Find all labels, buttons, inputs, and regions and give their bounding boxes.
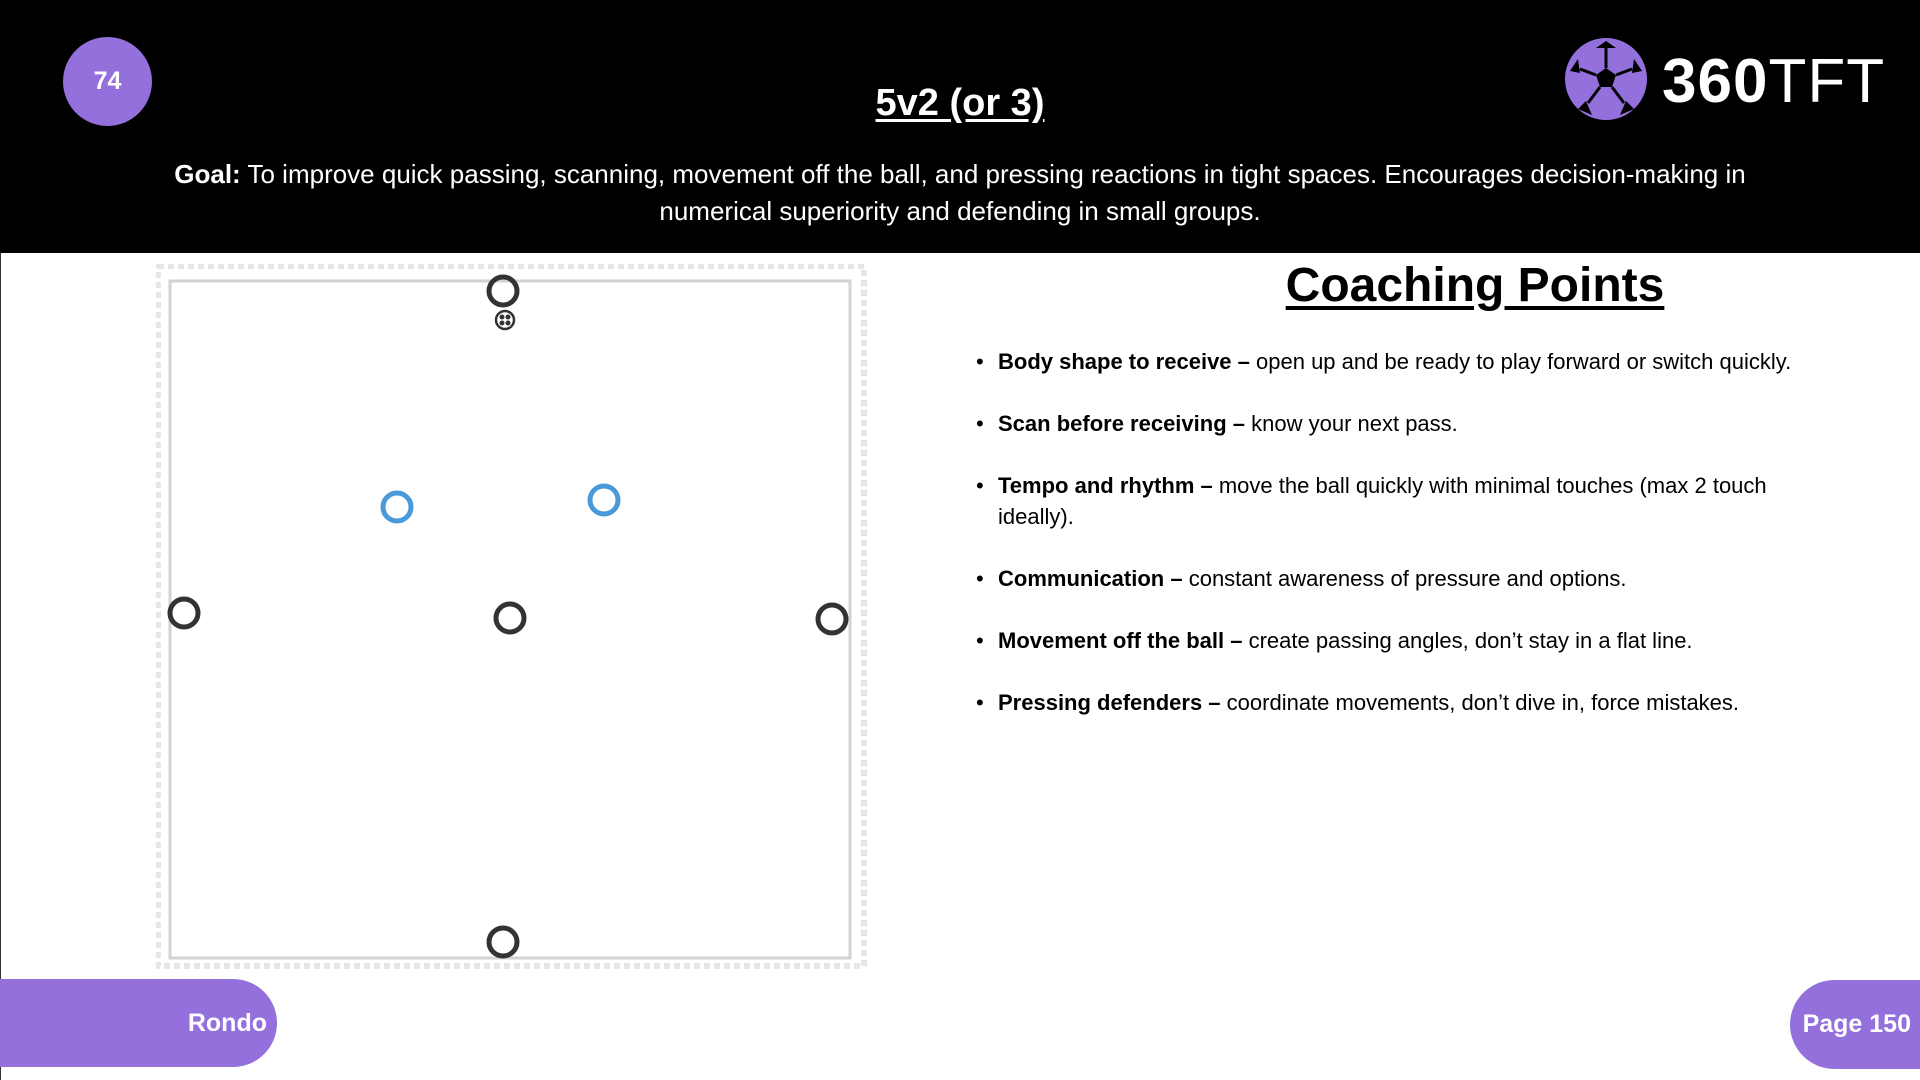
coaching-points-title: Coaching Points — [1285, 259, 1665, 312]
list-item — [976, 408, 1796, 439]
list-item — [976, 687, 1796, 718]
goal-label: Goal: — [174, 159, 241, 189]
coaching-point-text: open up and be ready to play forward or switch quickly. — [1256, 349, 1792, 374]
header-band — [0, 0, 1920, 253]
coaching-points-list — [976, 346, 1796, 749]
list-item — [976, 346, 1796, 377]
brand-logo — [1562, 37, 1885, 125]
bullet-icon: • — [976, 566, 984, 591]
brand-wordmark — [1662, 46, 1885, 117]
page-number-tab: Page 150 — [1790, 980, 1920, 1069]
coaching-point-text: coordinate movements, don’t dive in, force mistakes. — [1226, 690, 1740, 715]
page-left-border — [0, 253, 1, 1080]
list-item — [976, 625, 1796, 656]
soccer-ball-icon — [1562, 35, 1650, 128]
coaching-point-label: Communication – — [998, 566, 1183, 591]
drill-number-badge: 74 — [63, 37, 152, 126]
brand-wordmark-bold: 360 — [1662, 46, 1769, 116]
coaching-point-text: create passing angles, don’t stay in a flat line. — [1248, 628, 1693, 653]
drill-title: 5v2 (or 3) — [875, 82, 1045, 124]
bullet-icon: • — [976, 411, 984, 436]
coaching-point-label: Movement off the ball – — [998, 628, 1243, 653]
drill-diagram — [156, 264, 868, 970]
list-item — [976, 470, 1796, 532]
brand-wordmark-light: TFT — [1768, 46, 1886, 116]
soccer-ball-icon — [496, 311, 514, 329]
coaching-point-label: Tempo and rhythm – — [998, 473, 1213, 498]
coaching-point-text: constant awareness of pressure and options. — [1188, 566, 1627, 591]
coaching-point-text: move the ball quickly with minimal touches (max 2 touch ideally). — [998, 473, 1767, 529]
coaching-point-label: Body shape to receive – — [998, 349, 1250, 374]
bullet-icon: • — [976, 349, 984, 374]
coaching-point-label: Pressing defenders – — [998, 690, 1221, 715]
coaching-point-label: Scan before receiving – — [998, 411, 1245, 436]
coaching-point-text: know your next pass. — [1251, 411, 1458, 436]
goal-description: To improve quick passing, scanning, movement off the ball, and pressing reactions in tight spaces. Encourages decision-making in numerical superiority and defending in small groups. — [247, 159, 1746, 226]
grid-boundary — [170, 281, 850, 958]
list-item — [976, 563, 1796, 594]
goal-text — [130, 156, 1790, 230]
bullet-icon: • — [976, 690, 984, 715]
bullet-icon: • — [976, 628, 984, 653]
bullet-icon: • — [976, 473, 984, 498]
section-tab[interactable]: Rondo — [0, 979, 277, 1067]
